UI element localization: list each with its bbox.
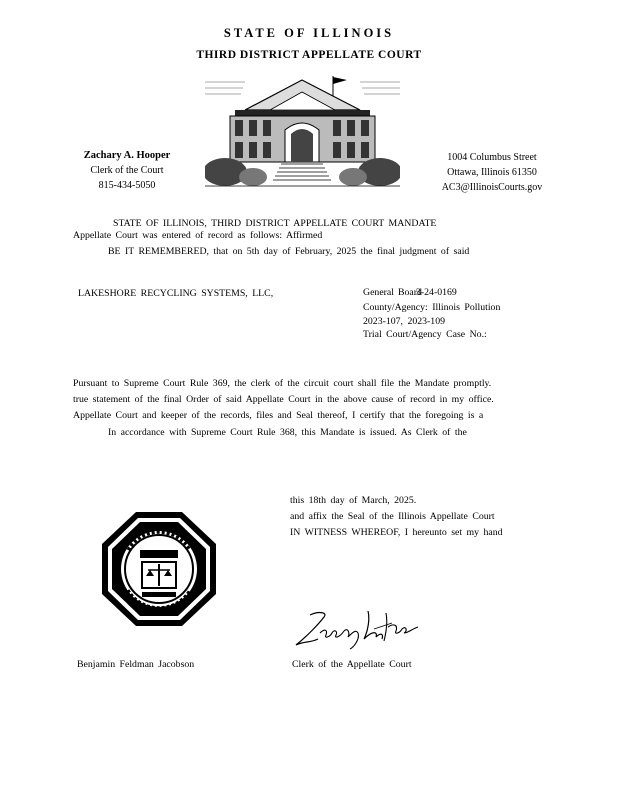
case-board-label: Board — [398, 287, 422, 298]
case-general-label: General — [363, 287, 395, 298]
case-number: 3-24-0169 — [416, 287, 457, 298]
court-title: THIRD DISTRICT APPELLATE COURT — [196, 49, 422, 61]
court-address — [432, 150, 552, 195]
address-street: 1004 Columbus Street — [447, 152, 537, 163]
appellate-line: Appellate Court and keeper of the records, files and Seal thereof, I certify that the foregoing is a — [73, 410, 484, 421]
pursuant-line: Pursuant to Supreme Court Rule 369, the clerk of the circuit court shall file the Mandate promptly. — [73, 378, 492, 389]
clerk-signature — [288, 603, 428, 658]
remembered-line: BE IT REMEMBERED, that on 5th day of February, 2025 the final judgment of said — [108, 246, 470, 257]
court-seal — [98, 510, 220, 633]
true-statement-line: true statement of the final Order of said Appellate Court in the above cause of record in my office. — [73, 394, 494, 405]
accordance-line: In accordance with Supreme Court Rule 368, this Mandate is issued. As Clerk of the — [108, 427, 467, 438]
clerk-title: Clerk of the Court — [90, 165, 164, 176]
seal-line: and affix the Seal of the Illinois Appellate Court — [290, 511, 495, 522]
mandate-heading: STATE OF ILLINOIS, THIRD DISTRICT APPELLATE COURT MANDATE — [113, 218, 437, 229]
clerk-info — [62, 148, 192, 193]
clerk-phone: 815-434-5050 — [98, 180, 156, 191]
party-name: LAKESHORE RECYCLING SYSTEMS, LLC, — [78, 288, 274, 299]
clerk-name: Zachary A. Hooper — [83, 150, 171, 161]
witness-line: IN WITNESS WHEREOF, I hereunto set my hand — [290, 527, 503, 538]
address-city: Ottawa, Illinois 61350 — [447, 167, 537, 178]
entered-line: Appellate Court was entered of record as follows: Affirmed — [73, 230, 323, 241]
signatory-right: Clerk of the Appellate Court — [292, 659, 412, 670]
trial-court-case: Trial Court/Agency Case No.: — [363, 329, 487, 340]
address-email[interactable]: AC3@IllinoisCourts.gov — [441, 182, 543, 193]
signatory-left: Benjamin Feldman Jacobson — [77, 659, 195, 670]
state-title: STATE OF ILLINOIS — [223, 26, 395, 40]
date-line: this 18th day of March, 2025. — [290, 495, 417, 506]
agency-numbers: 2023-107, 2023-109 — [363, 316, 446, 327]
courthouse-illustration — [205, 72, 400, 195]
county-agency: County/Agency: Illinois Pollution — [363, 302, 501, 313]
